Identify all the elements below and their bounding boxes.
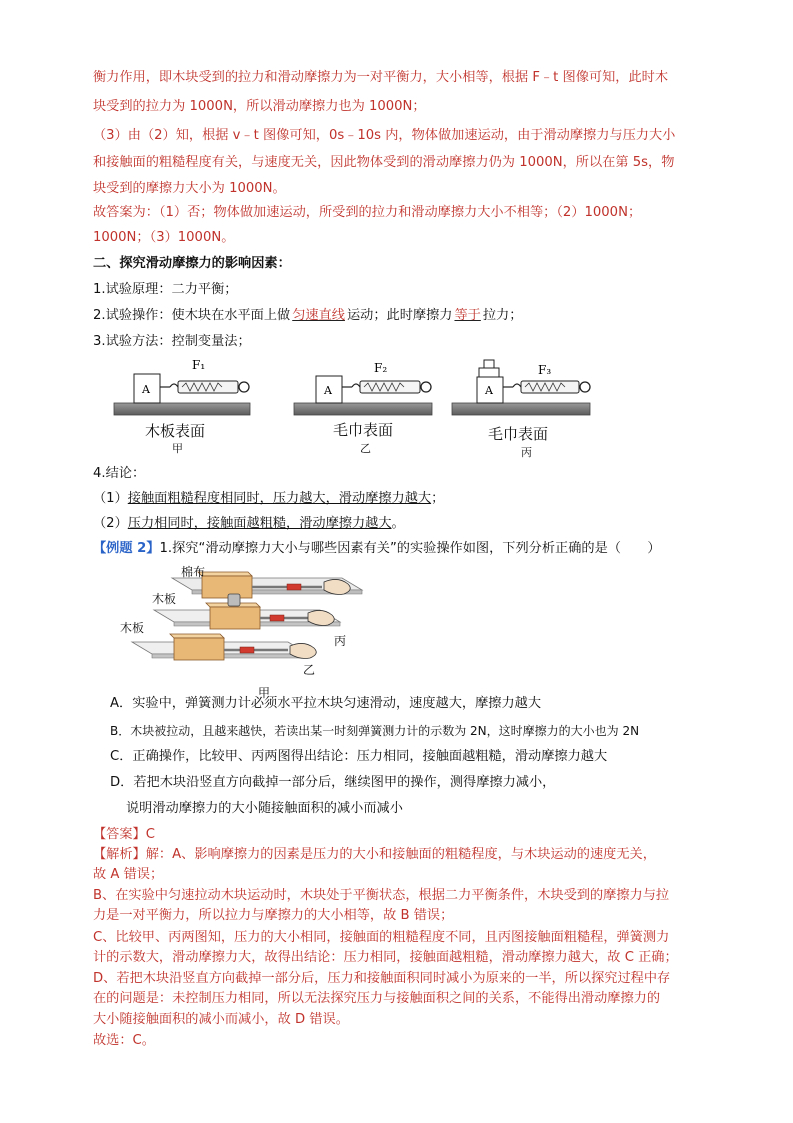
operation-text: 运动；此时摩擦力 [346, 308, 453, 323]
option-c: C．正确操作，比较甲、丙两图得出结论：压力相同，接触面越粗糙，滑动摩擦力越大 [110, 749, 608, 764]
weight [228, 594, 240, 606]
analysis-line [93, 845, 656, 865]
towel-surface [294, 403, 432, 415]
setup-bing [452, 360, 590, 415]
weight-base [479, 368, 499, 377]
operation-item [93, 306, 522, 326]
option-a: A．实验中，弹簧测力计必须水平拉木块匀速滑动，速度越大，摩擦力越大 [110, 696, 542, 711]
wood-block [174, 638, 224, 660]
analysis-line: 故 A 错误； [93, 867, 164, 882]
analysis-line: 在的问题是：未控制压力相同，所以无法探究压力与接触面积之间的关系，不能得出滑动摩擦力的 [93, 991, 661, 1006]
analysis-line: B、在实验中匀速拉动木块运动时，木块处于平衡状态，根据二力平衡条件，木块受到的摩擦力与拉 [93, 888, 670, 903]
example-tag: 【例题 2】 [93, 541, 160, 556]
setup-yi [294, 361, 432, 415]
label-cotton: 棉布 [181, 565, 206, 579]
setup-caption: 丙 [521, 446, 532, 459]
block-a-label: A [485, 384, 493, 397]
surface-caption: 木板表面 [145, 422, 206, 440]
answer-fill-motion: 匀速直线 [292, 308, 345, 323]
conclusion-item [93, 514, 405, 534]
analysis-line: 力是一对平衡力，所以拉力与摩擦力的大小相等，故 B 错误； [93, 908, 454, 923]
label-wood: 木板 [152, 592, 177, 606]
towel-surface [452, 403, 590, 415]
conclusion-item [93, 489, 444, 509]
setup-caption: 乙 [360, 442, 371, 455]
wood-block [210, 607, 260, 629]
setup-jia [114, 358, 250, 415]
block-a-label: A [324, 384, 332, 397]
wood-board-surface [114, 403, 250, 415]
prev-answer-line: 故答案为：（1）否；物体做加速运动，所受到的拉力和滑动摩擦力大小不相等；（2）1000N； [93, 205, 642, 220]
answer-fill-equal: 等于 [454, 308, 481, 323]
analysis-line: D、若把木块沿竖直方向截掉一部分后，压力和接触面积同时减小为原来的一半，所以探究过程中存 [93, 971, 671, 986]
surface-caption: 毛巾表面 [488, 425, 549, 443]
option-d: D．若把木块沿竖直方向截掉一部分后，继续图甲的操作，测得摩擦力减小， [110, 775, 556, 790]
analysis-text: 解：A、影响摩擦力的因素是压力的大小和接触面的粗糙程度，与木块运动的速度无关， [145, 847, 656, 862]
analysis-line: 计的示数大，滑动摩擦力大，故得出结论：压力相同，接触面越粗糙，滑动摩擦力越大，故 C 正确； [93, 950, 678, 965]
label-wood: 木板 [120, 621, 145, 635]
prev-answer-line: （3）由（2）知，根据 v﹣t 图像可知，0s﹣10s 内，物体做加速运动，由于滑动摩擦力与压力大小 [93, 128, 676, 143]
conclusion-text: 接触面粗糙程度相同时，压力越大，滑动摩擦力越大 [127, 491, 432, 506]
weight [484, 360, 494, 368]
wood-track-bottom [132, 634, 316, 660]
hand-icon [308, 610, 334, 625]
force-label: F₂ [374, 361, 388, 375]
prev-answer-line: 1000N；（3）1000N。 [93, 230, 235, 245]
conclusion-text: 压力相同时，接触面越粗糙，滑动摩擦力越大 [127, 516, 392, 531]
conclusion-end: 。 [391, 516, 405, 531]
prev-answer-line: 块受到的拉力为 1000N，所以滑动摩擦力也为 1000N； [93, 99, 426, 114]
operation-text: 拉力； [482, 308, 523, 323]
conclusion-number: （1） [93, 491, 128, 506]
answer-tag: 【答案】 [93, 827, 146, 842]
label-bing: 丙 [334, 634, 347, 648]
conclusion-end: ； [431, 491, 445, 506]
prev-answer-line: 衡力作用，即木块受到的拉力和滑动摩擦力为一对平衡力，大小相等，根据 F﹣t 图像可知，此时木 [93, 70, 669, 85]
force-label: F₁ [192, 358, 206, 372]
conclusion-number: （2） [93, 516, 128, 531]
section-title: 二、探究滑动摩擦力的影响因素： [93, 256, 291, 271]
answer-line [93, 825, 155, 845]
surface-caption: 毛巾表面 [333, 421, 394, 439]
option-b: B．木块被拉动，且越来越快，若读出某一时刻弹簧测力计的示数为 2N，这时摩擦力的大小也为 2N [110, 724, 640, 738]
wood-block [202, 576, 252, 598]
label-jia: 甲 [258, 686, 271, 700]
option-d-cont: 说明滑动摩擦力的大小随接触面积的减小而减小 [126, 801, 403, 816]
example-question: 1.探究“滑动摩擦力大小与哪些因素有关”的实验操作如图，下列分析正确的是（ ） [159, 541, 661, 556]
analysis-line: 故选：C。 [93, 1033, 155, 1048]
label-yi: 乙 [303, 663, 316, 677]
setup-caption: 甲 [172, 442, 183, 455]
principle-item: 1.试验原理：二力平衡； [93, 282, 238, 297]
friction-setups-figure [108, 355, 608, 460]
analysis-line: C、比较甲、丙两图知，压力的大小相同，接触面的粗糙程度不同，且丙图接触面粗糙程，弹簧测力 [93, 930, 670, 945]
friction-experiment-figure [112, 556, 382, 698]
spring-scale [521, 381, 579, 393]
conclusion-heading: 4.结论： [93, 466, 146, 481]
operation-text: 2.试验操作：使木块在水平面上做 [93, 308, 291, 323]
analysis-line: 大小随接触面积的减小而减小，故 D 错误。 [93, 1012, 349, 1027]
force-label: F₃ [538, 363, 552, 377]
prev-answer-line: 和接触面的粗糙程度有关，与速度无关，因此物体受到的滑动摩擦力仍为 1000N，所以在第 5s，物 [93, 155, 675, 170]
wood-track-middle [154, 594, 340, 629]
prev-answer-line: 块受到的摩擦力大小为 1000N。 [93, 181, 286, 196]
hand-icon [290, 643, 316, 658]
block-a-label: A [142, 383, 150, 396]
method-item: 3.试验方法：控制变量法； [93, 334, 251, 349]
analysis-tag: 【解析】 [93, 847, 146, 862]
answer-value: C [145, 827, 155, 842]
